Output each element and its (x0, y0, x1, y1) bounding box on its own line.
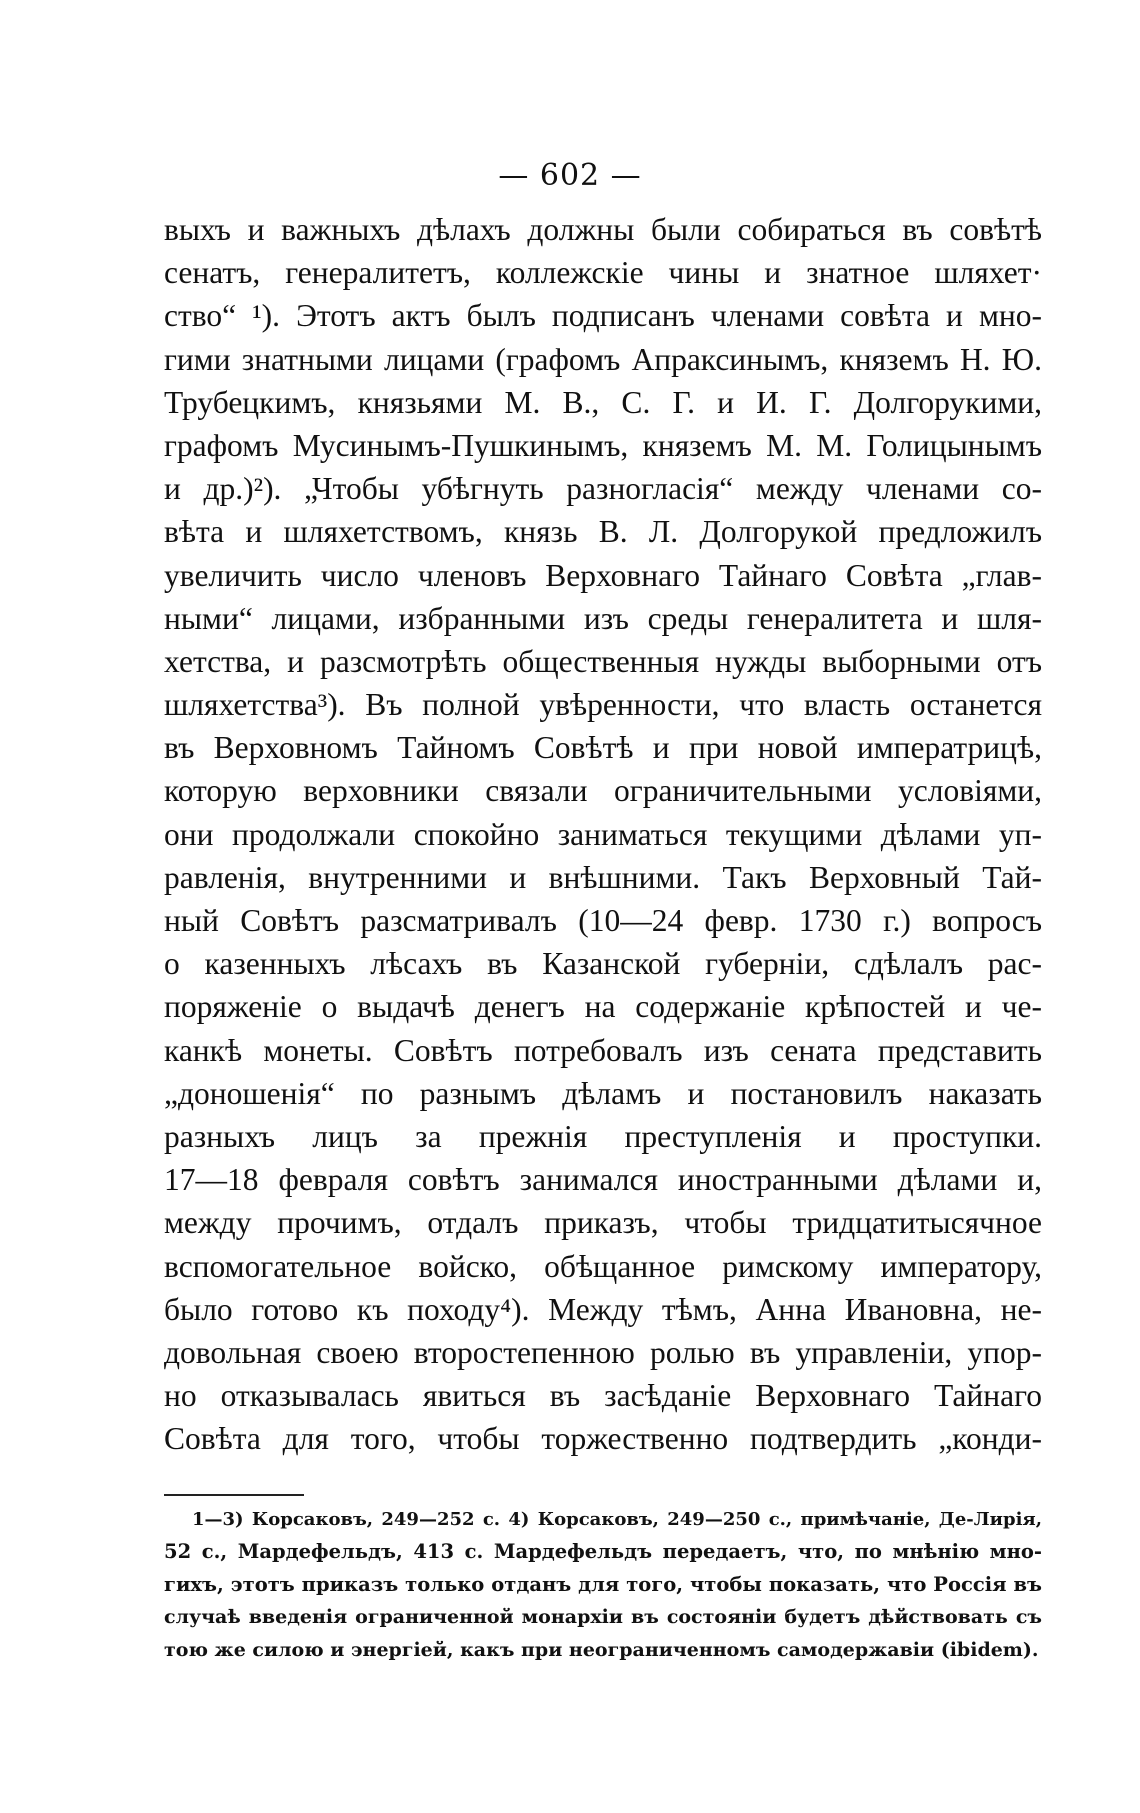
text-line: 17—18 февраля совѣтъ занимался иностранными дѣлами и, (164, 1162, 1042, 1198)
text-line: „доношенія“ по разнымъ дѣламъ и постановилъ наказать (164, 1075, 1042, 1111)
footnotes (164, 1504, 1042, 1666)
text-line: они продолжали спокойно заниматься текущими дѣлами уп- (164, 816, 1042, 852)
footnote-line: случаѣ введенія ограниченной монархіи въ состояніи будетъ дѣйствовать съ (164, 1606, 1042, 1629)
text-line: Совѣта для того, чтобы торжественно подтвердить „конди- (164, 1421, 1042, 1457)
footnote-line: 52 с., Мардефельдъ, 413 с. Мардефельдъ передаетъ, что, по мнѣнію мно- (164, 1540, 1042, 1564)
text-line: хетства, и разсмотрѣть общественныя нужды выборными отъ (164, 643, 1042, 679)
main-text (164, 208, 1042, 1460)
text-line: вспомогательное войско, обѣщанное римскому императору, (164, 1248, 1042, 1284)
text-line: ство“ ¹). Этотъ актъ былъ подписанъ членами совѣта и мно- (164, 298, 1042, 334)
footnote-line: гихъ, этотъ приказъ только отданъ для того, чтобы показать, что Россія въ (164, 1572, 1042, 1596)
text-line: увеличить число членовъ Верховнаго Тайнаго Совѣта „глав- (164, 557, 1042, 593)
text-line: ный Совѣтъ разсматривалъ (10—24 февр. 1730 г.) вопросъ (164, 903, 1042, 938)
text-line: сенатъ, генералитетъ, коллежскіе чины и знатное шляхет· (164, 255, 1042, 291)
text-line: разныхъ лицъ за прежнія преступленія и проступки. (164, 1118, 1042, 1154)
text-line: гими знатными лицами (графомъ Апраксинымъ, княземъ Н. Ю. (164, 341, 1042, 377)
page-number: — 602 — (498, 158, 642, 193)
text-line: въ Верховномъ Тайномъ Совѣтѣ и при новой императрицѣ, (164, 730, 1042, 766)
footnote-line: 1—3) Корсаковъ, 249—252 с. 4) Корсаковъ, 249—250 с., примѣчаніе, Де-Лирія, (192, 1509, 1042, 1530)
text-line: выхъ и важныхъ дѣлахъ должны были собираться въ совѣтѣ (164, 212, 1042, 247)
text-line: но отказывалась явиться въ засѣданіе Верховнаго Тайнаго (164, 1378, 1042, 1414)
text-line: о казенныхъ лѣсахъ въ Казанской губерніи, сдѣлалъ рас- (164, 946, 1042, 982)
text-line: поряженіе о выдачѣ денегъ на содержаніе крѣпостей и че- (164, 989, 1042, 1025)
text-line: графомъ Мусинымъ-Пушкинымъ, княземъ М. М. Голицынымъ (164, 427, 1042, 463)
text-line: довольная своею второстепенною ролью въ управленіи, упор- (164, 1334, 1042, 1370)
footnote-divider (164, 1494, 304, 1496)
footnote-line: тою же силою и энергіей, какъ при неограниченномъ самодержавіи (ibidem). (164, 1638, 1039, 1661)
text-line: вѣта и шляхетствомъ, князь В. Л. Долгорукой предложилъ (164, 514, 1042, 550)
text-line: Трубецкимъ, князьями М. В., С. Г. и И. Г. Долгорукими, (164, 384, 1042, 420)
text-line: было готово къ походу⁴). Между тѣмъ, Анна Ивановна, не- (164, 1291, 1042, 1327)
text-line: между прочимъ, отдалъ приказъ, чтобы тридцатитысячное (164, 1205, 1042, 1241)
text-line: которую верховники связали ограничительными условіями, (164, 773, 1042, 809)
text-line: и др.)²). „Чтобы убѣгнуть разногласія“ между членами со- (164, 471, 1042, 507)
text-line: канкѣ монеты. Совѣтъ потребовалъ изъ сената представить (164, 1032, 1042, 1068)
text-line: равленія, внутренними и внѣшними. Такъ Верховный Тай- (164, 859, 1042, 895)
text-line: ными“ лицами, избранными изъ среды генералитета и шля- (164, 600, 1042, 636)
text-line: шляхетства³). Въ полной увѣренности, что власть останется (164, 687, 1042, 723)
